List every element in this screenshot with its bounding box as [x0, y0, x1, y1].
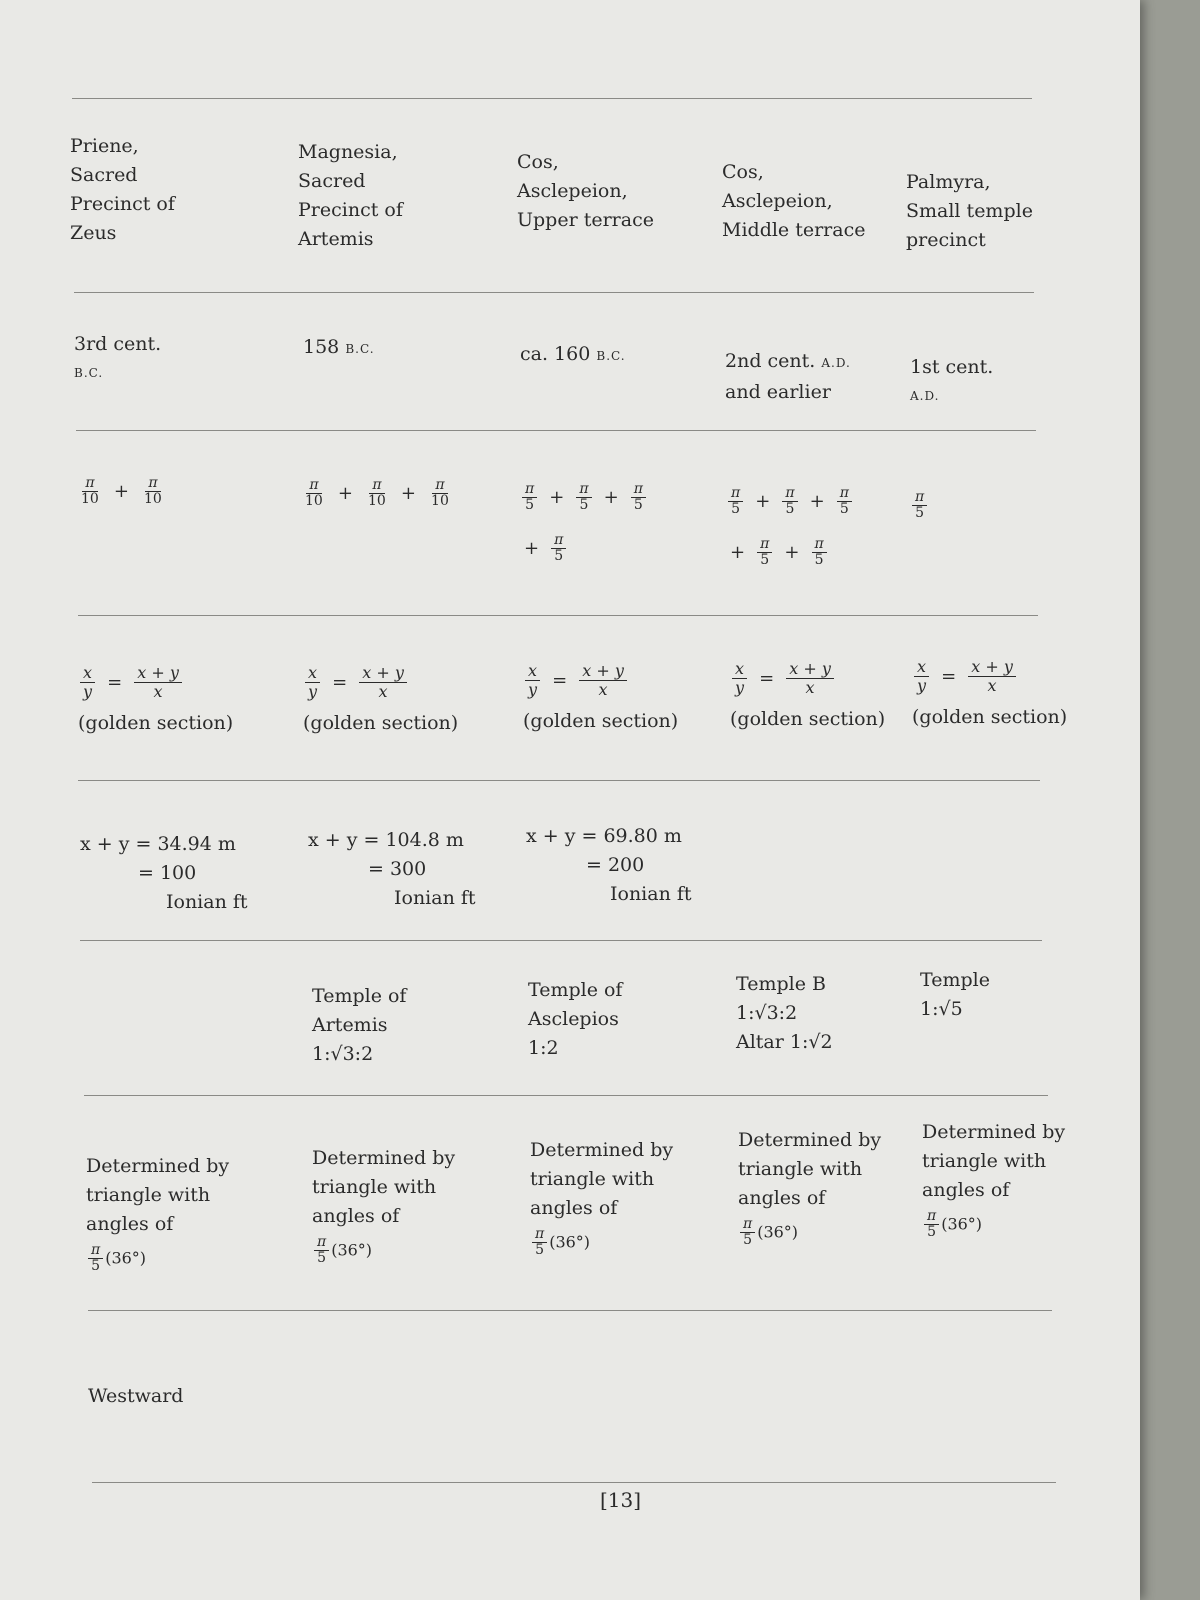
date-col-1: 3rd cent. B.C.	[74, 333, 162, 380]
rule-6	[84, 1095, 1048, 1096]
measure-col-2: x + y = 104.8 m = 300 Ionian ft	[308, 829, 476, 909]
temple-col-4: Temple B 1:√3:2 Altar 1:√2	[736, 973, 833, 1053]
orientation-col-1: Westward	[88, 1385, 184, 1407]
date-col-2: 158 B.C.	[303, 336, 375, 358]
rule-1	[74, 292, 1034, 293]
proportion-col-4: $\frac{x}{y}$ = $\frac{x + y}{x}$ (golden section)	[730, 659, 886, 730]
fraction: $\frac{\pi}{10}$	[81, 475, 99, 507]
rule-5	[80, 940, 1042, 941]
site-col-3: Cos, Asclepeion, Upper terrace	[517, 151, 654, 231]
measure-col-3: x + y = 69.80 m = 200 Ionian ft	[526, 825, 692, 905]
proportion-col-2: $\frac{x}{y}$ = $\frac{x + y}{x}$ (golden section)	[303, 663, 459, 734]
date-col-5: 1st cent. A.D.	[910, 356, 994, 403]
rule-2	[76, 430, 1036, 431]
rule-4	[78, 780, 1040, 781]
proportion-col-3: $\frac{x}{y}$ = $\frac{x + y}{x}$ (golden section)	[523, 661, 679, 732]
angle-col-1: $\frac{\pi}{10}$ + $\frac{\pi}{10}$	[76, 476, 167, 507]
determined-col-4: Determined by triangle with angles of $\frac{\pi}{5}$ (36°)	[738, 1129, 882, 1248]
date-col-4: 2nd cent. A.D. and earlier	[725, 350, 851, 403]
site-col-5: Palmyra, Small temple precinct	[906, 171, 1033, 251]
determined-col-2: Determined by triangle with angles of $\frac{\pi}{5}$ (36°)	[312, 1147, 456, 1266]
proportion-col-5: $\frac{x}{y}$ = $\frac{x + y}{x}$ (golden section)	[912, 657, 1068, 728]
angle-col-4: $\frac{\pi}{5}$ + $\frac{\pi}{5}$ + $\frac{\pi}{5}$ + $\frac{\pi}{5}$ + $\frac{\pi}{5}$	[726, 486, 854, 568]
site-col-1: Priene, Sacred Precinct of Zeus	[70, 135, 175, 244]
determined-col-5: Determined by triangle with angles of $\frac{\pi}{5}$ (36°)	[922, 1121, 1066, 1240]
rule-bottom	[92, 1482, 1056, 1483]
site-col-4: Cos, Asclepeion, Middle terrace	[722, 161, 866, 241]
rule-top	[72, 98, 1032, 99]
golden-equation: $\frac{x}{y}$ = $\frac{x + y}{x}$	[78, 664, 233, 701]
measure-col-1: x + y = 34.94 m = 100 Ionian ft	[80, 833, 248, 913]
angle-col-3: $\frac{\pi}{5}$ + $\frac{\pi}{5}$ + $\frac{\pi}{5}$ + $\frac{\pi}{5}$	[520, 482, 648, 564]
proportion-col-1: $\frac{x}{y}$ = $\frac{x + y}{x}$ (golden section)	[78, 663, 234, 734]
rule-3	[78, 615, 1038, 616]
site-col-2: Magnesia, Sacred Precinct of Artemis	[298, 141, 403, 250]
determined-col-1: Determined by triangle with angles of $\frac{\pi}{5}$ (36°)	[86, 1155, 230, 1274]
fraction: $\frac{\pi}{10}$	[144, 475, 162, 507]
determined-col-3: Determined by triangle with angles of $\frac{\pi}{5}$ (36°)	[530, 1139, 674, 1258]
page-number: [13]	[600, 1488, 642, 1512]
temple-col-5: Temple 1:√5	[920, 969, 990, 1020]
rule-7	[88, 1310, 1052, 1311]
date-col-3: ca. 160 B.C.	[520, 343, 626, 365]
temple-col-2: Temple of Artemis 1:√3:2	[312, 985, 407, 1065]
temple-col-3: Temple of Asclepios 1:2	[528, 979, 623, 1059]
angle-col-2: $\frac{\pi}{10}$ + $\frac{\pi}{10}$ + $\frac{\pi}{10}$	[305, 477, 449, 509]
angle-col-5: $\frac{\pi}{5}$	[910, 490, 929, 521]
